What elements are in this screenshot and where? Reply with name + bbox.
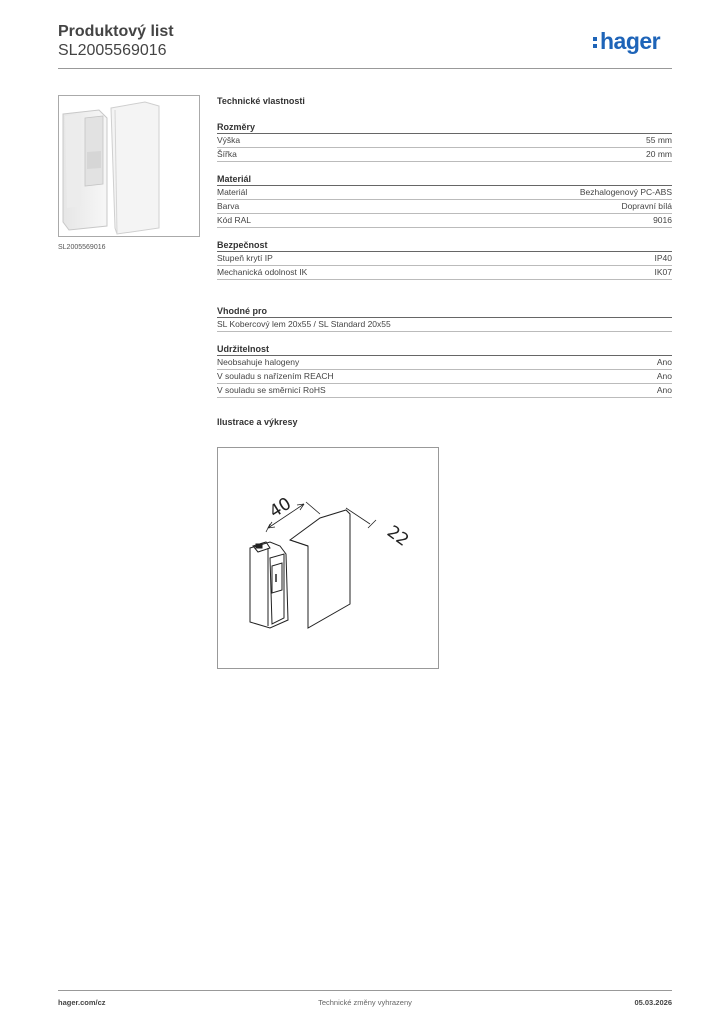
row-label: Neobsahuje halogeny	[217, 357, 300, 367]
footer-notice: Technické změny vyhrazeny	[318, 998, 412, 1007]
row-value: Ano	[656, 371, 672, 381]
row-value: Bezhalogenový PC-ABS	[579, 187, 672, 197]
section-suitable-for	[217, 305, 672, 332]
row-label: Šířka	[217, 149, 237, 159]
section-title: Vhodné pro	[217, 306, 267, 316]
row-label: Kód RAL	[217, 215, 252, 225]
row-value: 9016	[653, 215, 672, 225]
row-value: Ano	[656, 385, 672, 395]
table-row	[217, 200, 672, 214]
logo-dots-icon	[593, 28, 599, 48]
footer-divider	[58, 990, 672, 991]
dimension-depth-label: 22	[383, 521, 413, 551]
section-dimensions	[217, 121, 672, 162]
technical-drawing	[217, 447, 439, 669]
hager-logo[interactable]	[593, 28, 660, 54]
row-value: IK07	[654, 267, 672, 277]
technical-properties	[217, 95, 672, 428]
section-sustainability	[217, 343, 672, 398]
row-value: 20 mm	[646, 149, 672, 159]
logo-text: hager	[600, 28, 661, 54]
table-row	[217, 252, 672, 266]
section-title: Materiál	[217, 174, 252, 184]
table-row	[217, 266, 672, 280]
product-code: SL2005569016	[58, 42, 167, 59]
properties-heading: Technické vlastnosti	[217, 96, 305, 106]
row-label: V souladu se směrnicí RoHS	[217, 385, 326, 395]
section-title: Rozměry	[217, 122, 256, 132]
table-row	[217, 186, 672, 200]
table-row	[217, 214, 672, 228]
row-label: SL Kobercový lem 20x55 / SL Standard 20x55	[217, 319, 391, 329]
product-image	[58, 95, 200, 237]
row-label: Výška	[217, 135, 241, 145]
section-title: Bezpečnost	[217, 240, 268, 250]
section-title: Udržitelnost	[217, 344, 270, 354]
table-row	[217, 384, 672, 398]
table-row	[217, 370, 672, 384]
row-value: 55 mm	[646, 135, 672, 145]
table-row	[217, 356, 672, 370]
page-footer	[58, 998, 672, 1010]
end-cap-drawing-icon	[218, 448, 438, 668]
row-value: IP40	[654, 253, 672, 263]
page-header	[58, 22, 174, 60]
section-material	[217, 173, 672, 228]
dimension-width-label: 40	[266, 493, 296, 523]
table-row	[217, 318, 672, 332]
row-label: V souladu s nařízením REACH	[217, 371, 334, 381]
product-photo-icon	[59, 96, 199, 236]
image-caption: SL2005569016	[58, 244, 106, 251]
footer-date: 05.03.2026	[634, 998, 672, 1007]
row-label: Materiál	[217, 187, 248, 197]
page-title: Produktový list	[58, 23, 174, 40]
row-label: Mechanická odolnost IK	[217, 267, 308, 277]
table-row	[217, 134, 672, 148]
row-value: Dopravní bílá	[621, 201, 672, 211]
row-label: Stupeň krytí IP	[217, 253, 273, 263]
table-row	[217, 148, 672, 162]
row-label: Barva	[217, 201, 240, 211]
header-divider	[58, 68, 672, 69]
footer-website-link[interactable]: hager.com/cz	[58, 998, 106, 1007]
row-value: Ano	[656, 357, 672, 367]
illustrations-title: Ilustrace a výkresy	[217, 417, 298, 427]
section-safety	[217, 239, 672, 280]
